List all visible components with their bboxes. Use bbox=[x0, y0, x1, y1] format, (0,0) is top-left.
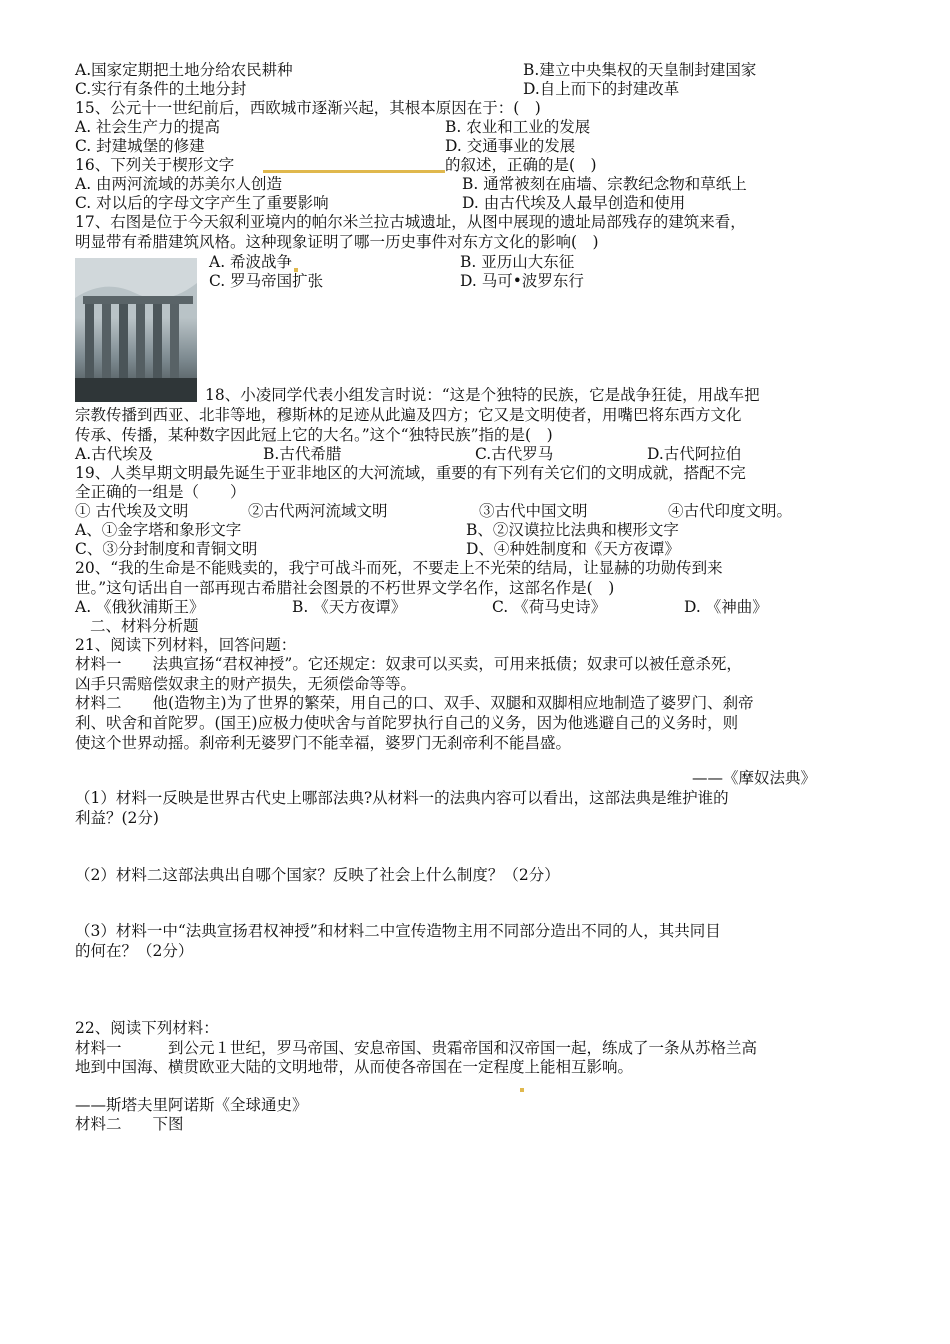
q16-stem-end: 的叙述，正确的是( ) bbox=[445, 156, 597, 174]
q20-option-a: A. 《俄狄浦斯王》 bbox=[75, 598, 205, 616]
q16-option-a: A. 由两河流域的苏美尔人创造 bbox=[75, 175, 283, 193]
q22-source: ——斯塔夫里阿诺斯《全球通史》 bbox=[75, 1096, 308, 1114]
q16-option-d: D. 由古代埃及人最早创造和使用 bbox=[462, 194, 686, 212]
q16-stem-start: 16、下列关于楔形文字 bbox=[75, 156, 235, 174]
q16-option-c: C. 对以后的字母文字产生了重要影响 bbox=[75, 194, 329, 212]
q21-material2-line3: 使这个世界动摇。刹帝利无婆罗门不能幸福，婆罗门无刹帝利不能昌盛。 bbox=[75, 734, 572, 752]
q19-civ-2: ②古代两河流域文明 bbox=[248, 502, 388, 520]
q21-part2: （2）材料二这部法典出自哪个国家？反映了社会上什么制度？（2分） bbox=[75, 866, 560, 884]
q19-option-c: C、③分封制度和青铜文明 bbox=[75, 540, 258, 558]
q21-material2-line2: 利、吠舍和首陀罗。(国王)应极力使吠舍与首陀罗执行自己的义务，因为他逃避自己的义务时，则 bbox=[75, 714, 739, 732]
q17-option-b: B. 亚历山大东征 bbox=[460, 253, 575, 271]
section-heading: 二、材料分析题 bbox=[90, 617, 199, 635]
q18-option-c: C.古代罗马 bbox=[475, 445, 554, 463]
highlight-underline bbox=[263, 170, 445, 173]
q21-material2-line1: 材料二 他(造物主)为了世界的繁荣，用自己的口、双手、双腿和双脚相应地制造了婆罗门、刹帝 bbox=[75, 694, 754, 712]
q14-option-d: D.自上而下的封建改革 bbox=[523, 80, 680, 98]
q17-option-c: C. 罗马帝国扩张 bbox=[209, 272, 324, 290]
q20-option-d: D. 《神曲》 bbox=[684, 598, 768, 616]
q18-option-d: D.古代阿拉伯 bbox=[647, 445, 742, 463]
q20-stem-line2: 世。”这句话出自一部再现古希腊社会图景的不朽世界文学名作，这部名作是( ) bbox=[75, 579, 615, 597]
q22-stem: 22、阅读下列材料： bbox=[75, 1019, 219, 1037]
q20-stem-line1: 20、“我的生命是不能贱卖的，我宁可战斗而死，不要走上不光荣的结局，让显赫的功勋传到来 bbox=[75, 559, 723, 577]
q20-option-c: C. 《荷马史诗》 bbox=[492, 598, 607, 616]
q19-option-d: D、④种姓制度和《天方夜谭》 bbox=[466, 540, 680, 558]
q14-option-a: A.国家定期把土地分给农民耕种 bbox=[75, 61, 293, 79]
q21-part1-line1: （1）材料一反映是世界古代史上哪部法典?从材料一的法典内容可以看出，这部法典是维护谁的 bbox=[75, 789, 729, 807]
q17-stem-line1: 17、右图是位于今天叙利亚境内的帕尔米兰拉古城遗址，从图中展现的遗址局部残存的建筑来看， bbox=[75, 213, 746, 231]
q16-option-b: B. 通常被刻在庙墙、宗教纪念物和草纸上 bbox=[462, 175, 747, 193]
q17-option-d: D. 马可•波罗东行 bbox=[460, 272, 584, 290]
q19-option-b: B、②汉谟拉比法典和楔形文字 bbox=[466, 521, 679, 539]
q19-option-a: A、①金字塔和象形文字 bbox=[75, 521, 242, 539]
q21-material1-line1: 材料一 法典宣扬“君权神授”。它还规定：奴隶可以买卖，可用来抵债；奴隶可以被任意杀死， bbox=[75, 655, 742, 673]
q15-option-d: D. 交通事业的发展 bbox=[445, 137, 576, 155]
q18-stem-line2: 宗教传播到西亚、北非等地，穆斯林的足迹从此遍及四方；它又是文明使者，用嘴巴将东西方文化 bbox=[75, 406, 742, 424]
q14-option-b: B.建立中央集权的天皇制封建国家 bbox=[523, 61, 757, 79]
q21-part1-line2: 利益？(2分) bbox=[75, 809, 159, 827]
palmyra-ruins-photo bbox=[75, 258, 197, 402]
q18-stem-line1: 18、小凌同学代表小组发言时说：“这是个独特的民族，它是战争狂徒，用战车把 bbox=[205, 386, 760, 404]
q17-stem-line2: 明显带有希腊建筑风格。这种现象证明了哪一历史事件对东方文化的影响( ) bbox=[75, 233, 599, 251]
q18-stem-line3: 传承、传播，某种数字因此冠上它的大名。”这个“独特民族”指的是( ) bbox=[75, 426, 553, 444]
q15-option-b: B. 农业和工业的发展 bbox=[445, 118, 591, 136]
q19-civ-4: ④古代印度文明。 bbox=[668, 502, 793, 520]
q15-option-c: C. 封建城堡的修建 bbox=[75, 137, 205, 155]
q19-civ-3: ③古代中国文明 bbox=[479, 502, 588, 520]
q19-civ-1: ① 古代埃及文明 bbox=[75, 502, 189, 520]
q22-material1-line2: 地到中国海、横贯欧亚大陆的文明地带，从而使各帝国在一定程度上能相互影响。 bbox=[75, 1058, 634, 1076]
q21-stem: 21、阅读下列材料，回答问题： bbox=[75, 636, 297, 654]
q18-option-a: A.古代埃及 bbox=[75, 445, 154, 463]
q15-option-a: A. 社会生产力的提高 bbox=[75, 118, 221, 136]
q22-material1-line1: 材料一 到公元１世纪，罗马帝国、安息帝国、贵霜帝国和汉帝国一起，练成了一条从苏格兰高 bbox=[75, 1039, 758, 1057]
q21-part3-line2: 的何在？（2分） bbox=[75, 942, 194, 960]
marker-dot bbox=[520, 1088, 524, 1092]
q20-option-b: B. 《天方夜谭》 bbox=[292, 598, 407, 616]
q22-material2: 材料二 下图 bbox=[75, 1115, 184, 1133]
q17-option-a: A. 希波战争 bbox=[209, 253, 293, 271]
q14-option-c: C.实行有条件的土地分封 bbox=[75, 80, 247, 98]
q19-stem-line2: 全正确的一组是（ ） bbox=[75, 483, 246, 501]
q15-stem: 15、公元十一世纪前后，西欧城市逐渐兴起，其根本原因在于：( ) bbox=[75, 99, 541, 117]
q21-part3-line1: （3）材料一中“法典宣扬君权神授”和材料二中宣传造物主用不同部分造出不同的人，其共同目 bbox=[75, 922, 721, 940]
q18-option-b: B.古代希腊 bbox=[263, 445, 342, 463]
q19-stem-line1: 19、人类早期文明最先诞生于亚非地区的大河流域，重要的有下列有关它们的文明成就，搭配不完 bbox=[75, 464, 746, 482]
q21-material1-line2: 凶手只需赔偿奴隶主的财产损失，无须偿命等等。 bbox=[75, 675, 417, 693]
q21-source: ——《摩奴法典》 bbox=[692, 769, 817, 787]
